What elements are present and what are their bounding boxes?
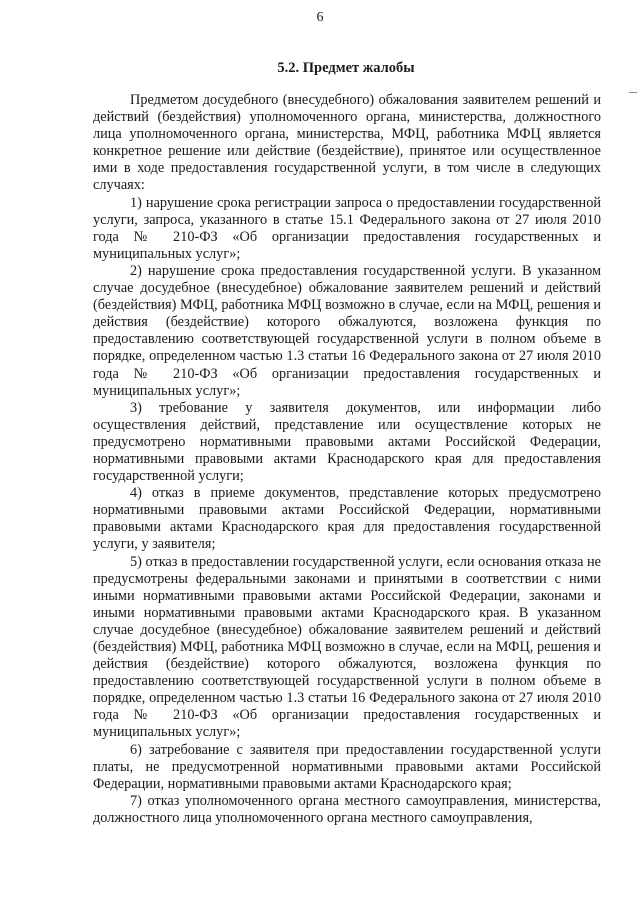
list-item-6: 6) затребование с заявителя при предоставлении государственной услуги платы, не предусмотренной нормативными правовыми актами Российской Федерации, нормативными правовыми актами Краснодарского края;: [93, 741, 601, 792]
list-item-1: 1) нарушение срока регистрации запроса о предоставлении государственной услуги, запроса, указанного в статье 15.1 Федерального закона от 27 июля 2010 года № 210-ФЗ «Об организации предоставления государственных и муниципальных услуг»;: [93, 194, 601, 262]
list-item-7: 7) отказ уполномоченного органа местного самоуправления, министерства, должностного лица уполномоченного органа местного самоуправления,: [93, 792, 601, 826]
margin-mark: [629, 92, 637, 93]
list-item-5: 5) отказ в предоставлении государственной услуги, если основания отказа не предусмотрены федеральными законами и принятыми в соответствии с ними иными нормативными правовыми актами Российской Федерации, законами и иными нормативными правовыми актами Краснодарского края. В указанном случае досудебное (внесудебное) обжалование заявителем решений и действий (бездействия) МФЦ, работника МФЦ возможно в случае, если на МФЦ, решения и действия (бездействие) которого обжалуются, возложена функция по предоставлению соответствующей государственной услуги в полном объеме в порядке, определенном частью 1.3 статьи 16 Федерального закона от 27 июля 2010 года № 210-ФЗ «Об организации предоставления государственных и муниципальных услуг»;: [93, 553, 601, 741]
intro-paragraph: Предметом досудебного (внесудебного) обжалования заявителем решений и действий (бездействия) уполномоченного органа, министерства, должностного лица уполномоченного органа, министерства, МФЦ, работника МФЦ является конкретное решение или действие (бездействие), принятое или осуществленное ими в ходе предоставления государственной услуги, в том числе в следующих случаях:: [93, 92, 601, 194]
page-number: 6: [316, 10, 324, 25]
section-title: 5.2. Предмет жалобы: [277, 60, 415, 76]
list-item-4: 4) отказ в приеме документов, представление которых предусмотрено нормативными правовыми актами Российской Федерации, нормативными правовыми актами Краснодарского края для предоставления государственной услуги, у заявителя;: [93, 485, 601, 553]
list-item-2: 2) нарушение срока предоставления государственной услуги. В указанном случае досудебное (внесудебное) обжалование заявителем решений и действий (бездействия) МФЦ, работника МФЦ возможно в случае, если на МФЦ, решения и действия (бездействие) которого обжалуются, возложена функция по предоставлению соответствующей государственной услуги в полном объеме в порядке, определенном частью 1.3 статьи 16 Федерального закона от 27 июля 2010 года № 210-ФЗ «Об организации предоставления государственных и муниципальных услуг»;: [93, 262, 601, 399]
body-text: [93, 92, 601, 827]
list-item-3: 3) требование у заявителя документов, или информации либо осуществления действий, представление или осуществление которых не предусмотрено нормативными правовыми актами Российской Федерации, нормативными правовыми актами Краснодарского края для предоставления государственной услуги;: [93, 399, 601, 485]
